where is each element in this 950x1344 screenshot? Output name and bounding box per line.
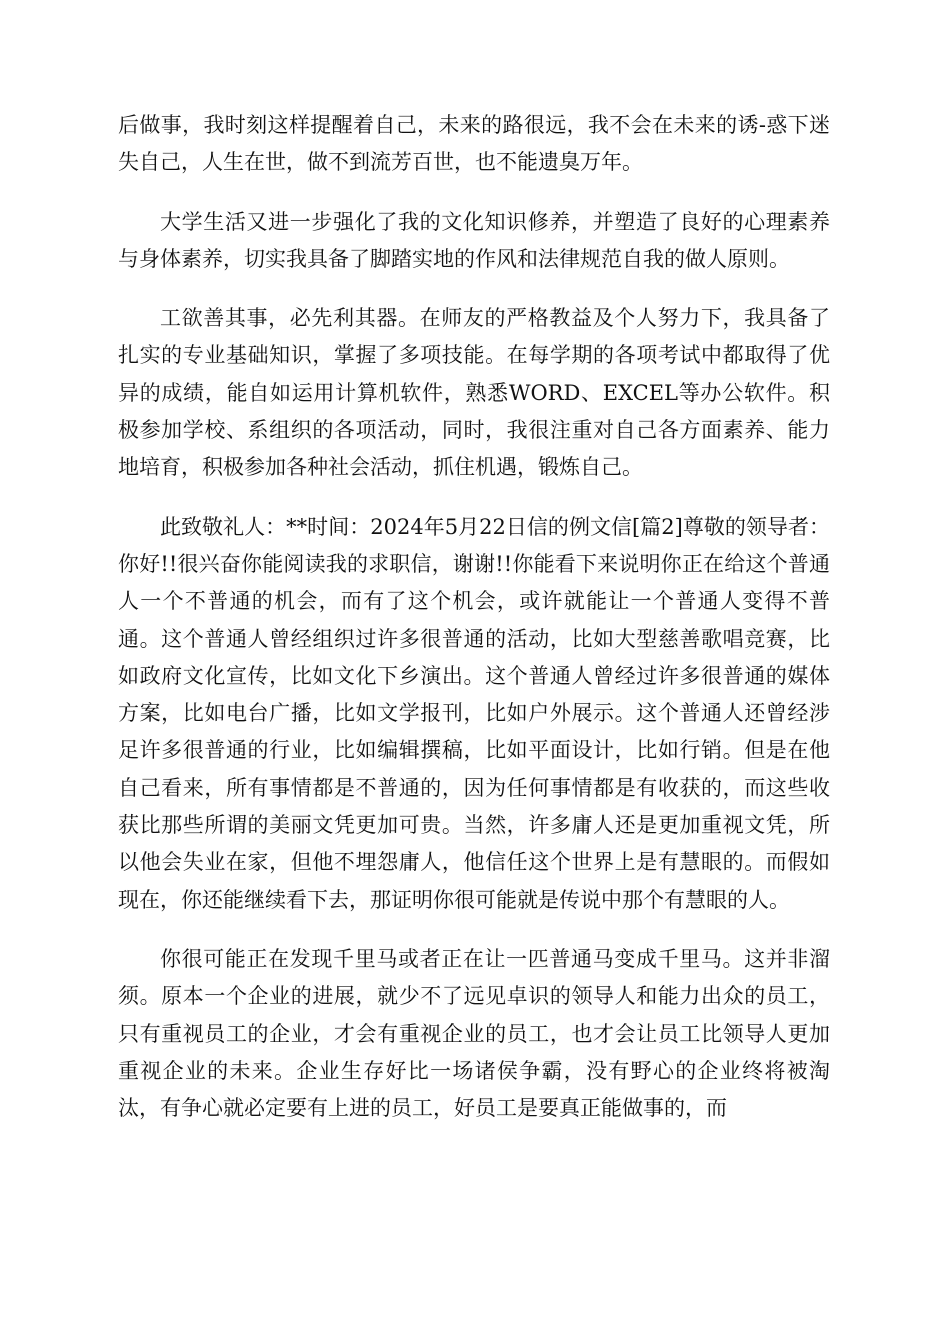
- paragraph-4: 此致敬礼人：**时间：2024年5月22日信的例文信[篇2]尊敬的领导者：你好!!很兴奋你能阅读我的求职信，谢谢!!你能看下来说明你正在给这个普通人一个不普通的机会，而有了这个机会，或许就能让一个普通人变得不普通。这个普通人曾经组织过许多很普通的活动，比如大型慈善歌唱竞赛，比如政府文化宣传，比如文化下乡演出。这个普通人曾经过许多很普通的媒体方案，比如电台广播，比如文学报刊，比如户外展示。这个普通人还曾经涉足许多很普通的行业，比如编辑撰稿，比如平面设计，比如行销。但是在他自己看来，所有事情都是不普通的，因为任何事情都是有收获的，而这些收获比那些所谓的美丽文凭更加可贵。当然，许多庸人还是更加重视文凭，所以他会失业在家，但他不埋怨庸人，他信任这个世界上是有慧眼的。而假如现在，你还能继续看下去，那证明你很可能就是传说中那个有慧眼的人。: [118, 514, 830, 912]
- paragraph-1: 后做事，我时刻这样提醒着自己，未来的路很远，我不会在未来的诱-惑下迷失自己，人生在世，做不到流芳百世，也不能遗臭万年。: [118, 113, 830, 175]
- paragraph-5: 你很可能正在发现千里马或者正在让一匹普通马变成千里马。这并非溜须。原本一个企业的进展，就少不了远见卓识的领导人和能力出众的员工，只有重视员工的企业，才会有重视企业的员工，也才会让员工比领导人更加重视企业的未来。企业生存好比一场诸侯争霸，没有野心的企业终将被淘汰，有争心就必定要有上进的员工，好员工是要真正能做事的，而: [118, 946, 830, 1121]
- paragraph-3: 工欲善其事，必先利其器。在师友的严格教益及个人努力下，我具备了扎实的专业基础知识，掌握了多项技能。在每学期的各项考试中都取得了优异的成绩，能自如运用计算机软件，熟悉WORD、EXCEL等办公软件。积极参加学校、系组织的各项活动，同时，我很注重对自己各方面素养、能力地培育，积极参加各种社会活动，抓住机遇，锻炼自己。: [118, 306, 830, 480]
- paragraph-2: 大学生活又进一步强化了我的文化知识修养，并塑造了良好的心理素养与身体素养，切实我具备了脚踏实地的作风和法律规范自我的做人原则。: [118, 209, 830, 271]
- document-page: [118, 107, 830, 1149]
